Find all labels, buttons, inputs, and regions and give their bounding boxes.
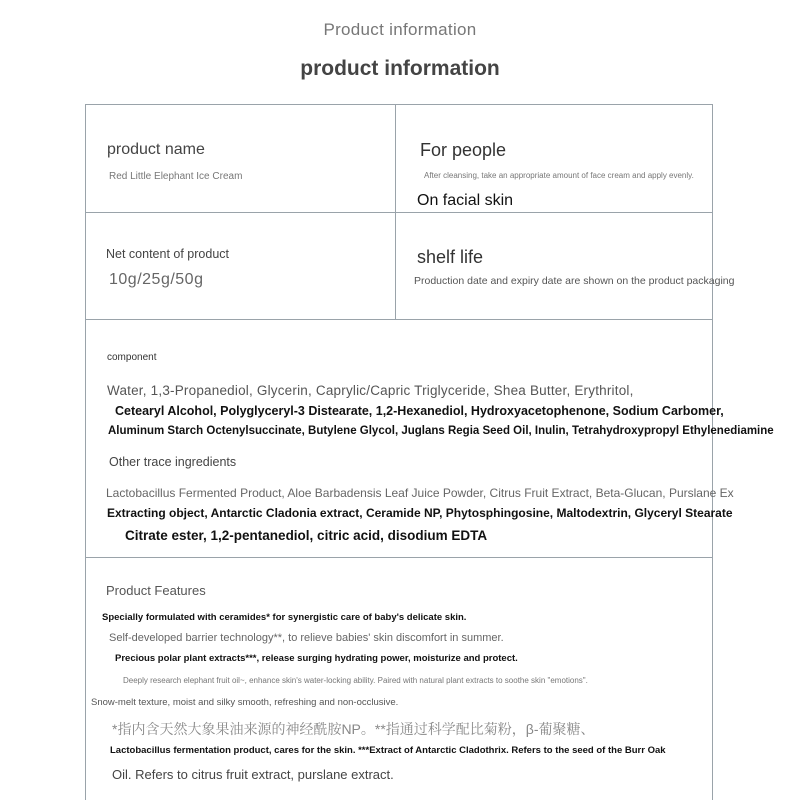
feature-line-1: Specially formulated with ceramides* for synergistic care of baby's delicate skin. [102, 612, 467, 623]
features-label: Product Features [106, 583, 206, 598]
feature-line-4: Deeply research elephant fruit oil~, enhance skin's water-locking ability. Paired with natural plant extracts to soothe skin "emotions". [123, 676, 588, 685]
trace-line-3: Citrate ester, 1,2-pentanediol, citric acid, disodium EDTA [125, 528, 488, 543]
ingredient-line-1: Water, 1,3-Propanediol, Glycerin, Caprylic/Capric Triglyceride, Shea Butter, Erythritol, [107, 383, 634, 398]
shelf-life-value: Production date and expiry date are shown on the product packaging [414, 275, 735, 287]
row-divider-1 [85, 212, 713, 213]
ingredient-line-2: Cetearyl Alcohol, Polyglyceryl-3 Distearate, 1,2-Hexanediol, Hydroxyacetophenone, Sodium Carbomer, [115, 404, 724, 418]
component-label: component [107, 352, 157, 363]
for-people-label: For people [420, 140, 507, 160]
feature-line-6: *指内含天然大象果油来源的神经酰胺NP。**指通过科学配比菊粉，β-葡聚糖、 [112, 721, 595, 737]
ingredient-line-3: Aluminum Starch Octenylsuccinate, Butylene Glycol, Juglans Regia Seed Oil, Inulin, Tetrahydroxypropyl Ethylenediamine [108, 425, 774, 437]
column-divider [395, 104, 396, 319]
feature-line-3: Precious polar plant extracts***, release surging hydrating power, moisturize and protect. [115, 653, 518, 664]
trace-line-1: Lactobacillus Fermented Product, Aloe Barbadensis Leaf Juice Powder, Citrus Fruit Extract, Beta-Glucan, Purslane Ex [106, 486, 734, 500]
product-name-value: Red Little Elephant Ice Cream [109, 171, 243, 182]
info-table [85, 104, 713, 800]
shelf-life-label: shelf life [417, 247, 484, 267]
feature-line-2: Self-developed barrier technology**, to relieve babies' skin discomfort in summer. [109, 632, 504, 644]
for-people-value: On facial skin [417, 192, 514, 209]
for-people-note: After cleansing, take an appropriate amount of face cream and apply evenly. [424, 171, 694, 180]
product-name-label: product name [107, 141, 205, 158]
header-title: product information [300, 57, 500, 80]
trace-ingredients-label: Other trace ingredients [109, 455, 237, 469]
header-subtitle: Product information [323, 20, 477, 39]
feature-line-7: Lactobacillus fermentation product, cares for the skin. ***Extract of Antarctic Cladothrix. Refers to the seed of the Burr Oak [110, 745, 666, 756]
net-content-label: Net content of product [106, 247, 229, 261]
trace-line-2: Extracting object, Antarctic Cladonia extract, Ceramide NP, Phytosphingosine, Maltodextrin, Glyceryl Stearate [107, 506, 733, 520]
net-content-value: 10g/25g/50g [109, 271, 204, 288]
feature-line-8: Oil. Refers to citrus fruit extract, purslane extract. [112, 767, 394, 782]
feature-line-5: Snow-melt texture, moist and silky smooth, refreshing and non-occlusive. [91, 697, 399, 708]
row-divider-3 [85, 557, 713, 558]
row-divider-2 [85, 319, 713, 320]
